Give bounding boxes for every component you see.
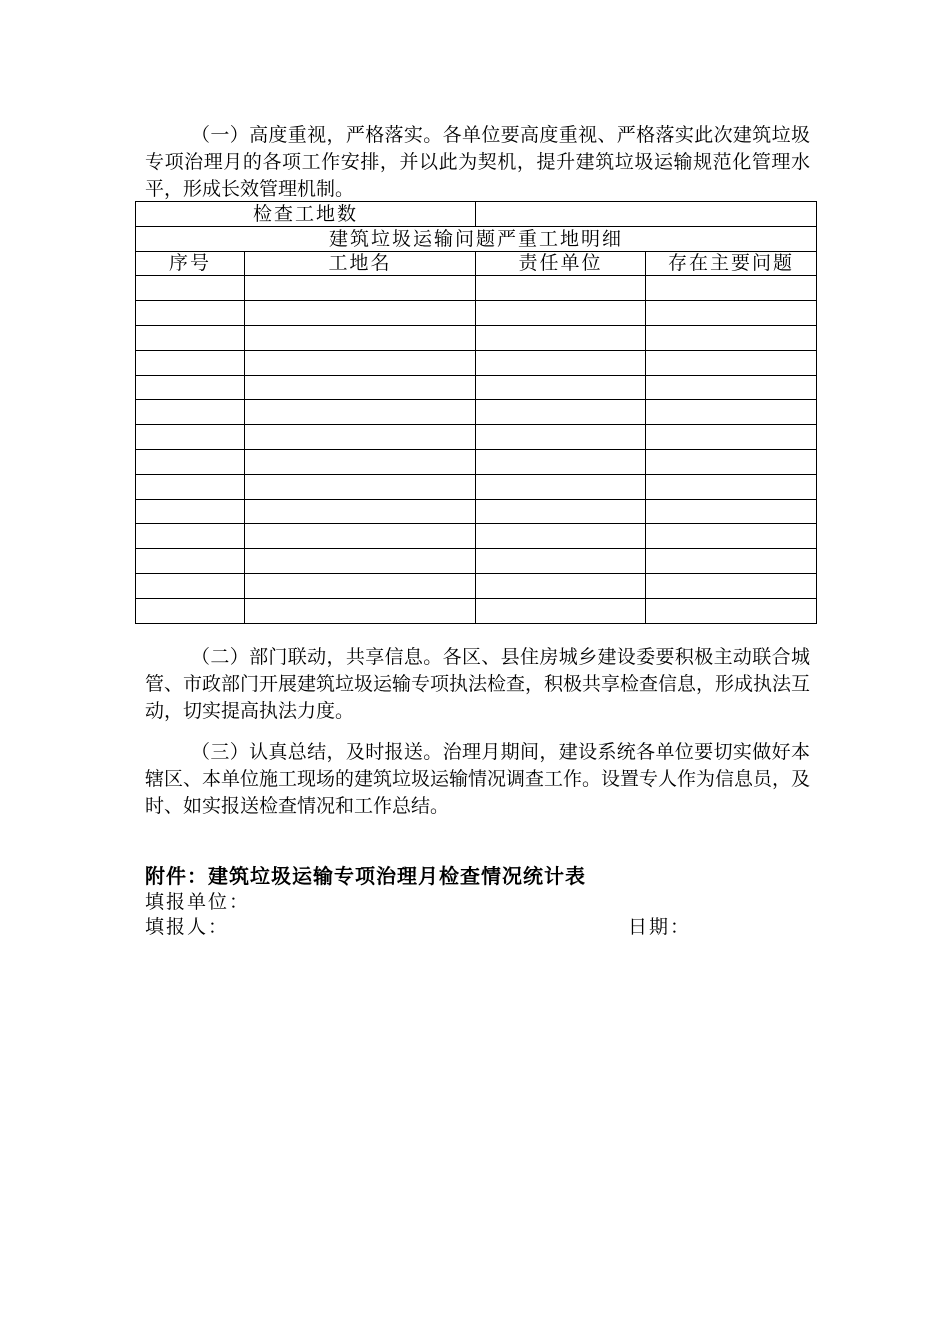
fill-unit-label: 填报单位： <box>145 891 251 913</box>
cell-serial-no <box>136 573 245 598</box>
cell-serial-no <box>136 499 245 524</box>
cell-site-name <box>245 375 476 400</box>
cell-main-problems <box>646 573 817 598</box>
cell-serial-no <box>136 325 245 350</box>
cell-responsible-unit <box>476 350 646 375</box>
cell-serial-no <box>136 350 245 375</box>
cell-responsible-unit <box>476 375 646 400</box>
cell-responsible-unit <box>476 425 646 450</box>
cell-serial-no <box>136 400 245 425</box>
table-row <box>136 499 817 524</box>
table-row <box>136 325 817 350</box>
table-row <box>136 524 817 549</box>
cell-site-name <box>245 524 476 549</box>
cell-responsible-unit <box>476 474 646 499</box>
cell-site-name <box>245 449 476 474</box>
cell-site-name <box>245 474 476 499</box>
cell-site-name <box>245 499 476 524</box>
cell-site-name <box>245 549 476 574</box>
paragraph-1: （一）高度重视，严格落实。各单位要高度重视、严格落实此次建筑垃圾专项治理月的各项工作安排，并以此为契机，提升建筑垃圾运输规范化管理水平，形成长效管理机制。 <box>145 124 810 200</box>
cell-site-name <box>245 325 476 350</box>
cell-main-problems <box>646 499 817 524</box>
cell-serial-no <box>136 524 245 549</box>
paragraph-2: （二）部门联动，共享信息。各区、县住房城乡建设委要积极主动联合城管、市政部门开展建筑垃圾运输专项执法检查，积极共享检查信息，形成执法互动，切实提高执法力度。 <box>145 646 811 722</box>
cell-site-name <box>245 573 476 598</box>
table-section-title: 建筑垃圾运输问题严重工地明细 <box>136 226 817 251</box>
table-row <box>136 276 817 301</box>
cell-main-problems <box>646 400 817 425</box>
cell-responsible-unit <box>476 598 646 623</box>
inspection-table <box>135 201 817 624</box>
table-row <box>136 474 817 499</box>
cell-responsible-unit <box>476 276 646 301</box>
table-row <box>136 400 817 425</box>
cell-main-problems <box>646 549 817 574</box>
cell-serial-no <box>136 474 245 499</box>
attachment-title: 附件：建筑垃圾运输专项治理月检查情况统计表 <box>145 864 586 888</box>
header-responsible-unit: 责任单位 <box>476 251 646 276</box>
paragraph-3: （三）认真总结，及时报送。治理月期间，建设系统各单位要切实做好本辖区、本单位施工现场的建筑垃圾运输情况调查工作。设置专人作为信息员，及时、如实报送检查情况和工作总结。 <box>145 741 811 817</box>
cell-main-problems <box>646 524 817 549</box>
cell-main-problems <box>646 301 817 326</box>
table-row-section-title <box>136 226 817 251</box>
table-row <box>136 425 817 450</box>
header-main-problems: 存在主要问题 <box>646 251 817 276</box>
inspect-count-label: 检查工地数 <box>136 202 476 227</box>
cell-site-name <box>245 301 476 326</box>
table-row <box>136 598 817 623</box>
cell-responsible-unit <box>476 400 646 425</box>
header-site-name: 工地名 <box>245 251 476 276</box>
table-row <box>136 449 817 474</box>
fill-person-label: 填报人： <box>145 916 230 938</box>
cell-site-name <box>245 350 476 375</box>
cell-responsible-unit <box>476 325 646 350</box>
table-row <box>136 549 817 574</box>
cell-responsible-unit <box>476 449 646 474</box>
cell-main-problems <box>646 425 817 450</box>
cell-serial-no <box>136 549 245 574</box>
table-row <box>136 301 817 326</box>
fill-date-label: 日期： <box>628 916 692 938</box>
cell-main-problems <box>646 375 817 400</box>
table-row <box>136 375 817 400</box>
cell-main-problems <box>646 350 817 375</box>
cell-responsible-unit <box>476 549 646 574</box>
cell-serial-no <box>136 598 245 623</box>
table-header-row <box>136 251 817 276</box>
header-serial-no: 序号 <box>136 251 245 276</box>
cell-main-problems <box>646 449 817 474</box>
cell-main-problems <box>646 598 817 623</box>
cell-site-name <box>245 276 476 301</box>
cell-serial-no <box>136 425 245 450</box>
table-row <box>136 573 817 598</box>
inspect-count-value <box>476 202 817 227</box>
cell-site-name <box>245 425 476 450</box>
table-row <box>136 350 817 375</box>
cell-serial-no <box>136 276 245 301</box>
cell-responsible-unit <box>476 573 646 598</box>
cell-site-name <box>245 400 476 425</box>
cell-site-name <box>245 598 476 623</box>
cell-serial-no <box>136 449 245 474</box>
cell-serial-no <box>136 301 245 326</box>
table-row-inspect-count <box>136 202 817 227</box>
cell-responsible-unit <box>476 524 646 549</box>
cell-main-problems <box>646 325 817 350</box>
cell-main-problems <box>646 276 817 301</box>
cell-main-problems <box>646 474 817 499</box>
cell-responsible-unit <box>476 301 646 326</box>
cell-serial-no <box>136 375 245 400</box>
cell-responsible-unit <box>476 499 646 524</box>
